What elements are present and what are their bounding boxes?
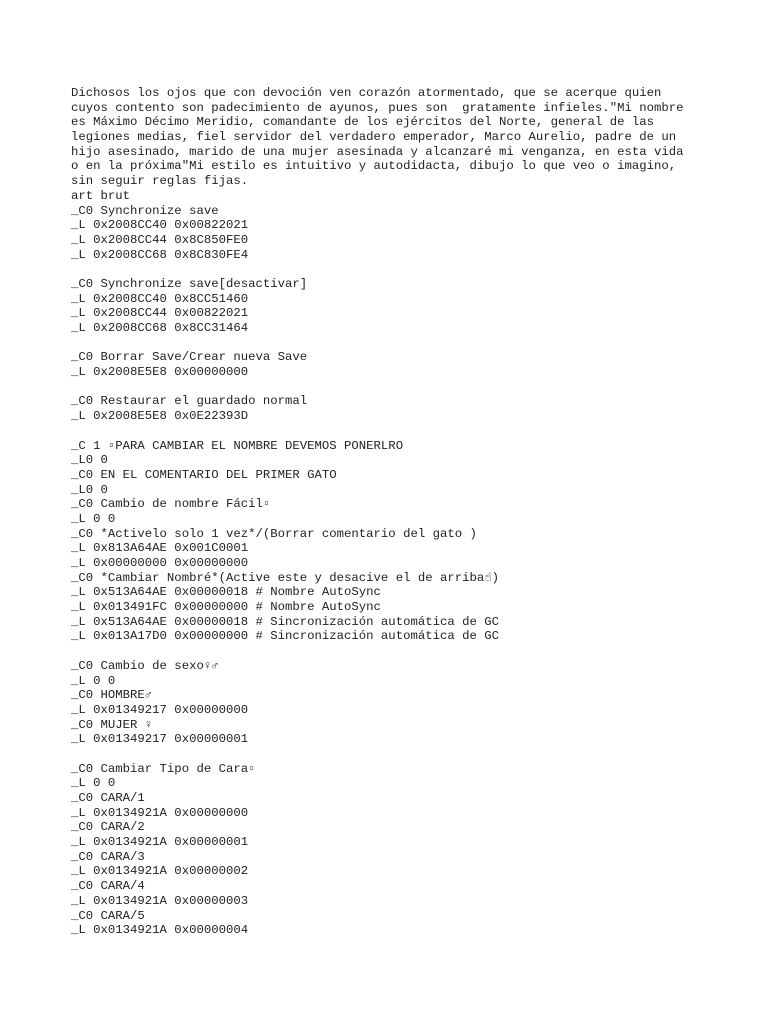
code-line: _L 0x513A64AE 0x00000018 # Sincronización automática de GC <box>71 614 500 629</box>
code-line: _C0 CARA/5 <box>71 908 145 923</box>
text-line: cuyos contento son padecimiento de ayunos, pues son gratamente infieles."Mi nombre <box>71 100 684 115</box>
code-line: _L 0x013A17D0 0x00000000 # Sincronización automática de GC <box>71 629 500 644</box>
text-line: art brut <box>71 188 131 203</box>
code-line: _L 0x813A64AE 0x001C0001 <box>71 541 249 556</box>
code-line: _L 0 0 <box>71 776 116 791</box>
code-line: _C0 HOMBRE♂ <box>71 688 153 703</box>
code-line: _C0 CARA/3 <box>71 849 145 864</box>
code-line: _L 0x01349217 0x00000000 <box>71 702 249 717</box>
code-line: _L0 0 <box>71 482 108 497</box>
code-line: _L 0x00000000 0x00000000 <box>71 556 249 570</box>
code-line: _C0 Synchronize save[desactivar] <box>71 276 308 291</box>
code-line: _L 0 0 <box>71 511 116 526</box>
code-line: _L 0x013491FC 0x00000000 # Nombre AutoSync <box>71 600 381 615</box>
code-line: _C0 EN EL COMENTARIO DEL PRIMER GATO <box>71 467 337 482</box>
code-line: _L 0x513A64AE 0x00000018 # Nombre AutoSync <box>71 585 381 600</box>
text-line: sin seguir reglas fijas. <box>71 174 249 189</box>
code-line: _C0 Restaurar el guardado normal <box>71 394 308 409</box>
code-line: _L0 0 <box>71 453 108 468</box>
code-line: _L 0x0134921A 0x00000004 <box>71 923 249 938</box>
code-line: _L 0 0 <box>71 673 116 688</box>
code-line: _C0 CARA/2 <box>71 820 145 835</box>
blank-line <box>71 262 731 277</box>
code-line: _L 0x2008CC68 0x8C830FE4 <box>71 247 249 262</box>
blank-line <box>71 380 731 395</box>
code-line: _L 0x2008CC40 0x8CC51460 <box>71 291 249 306</box>
document-body <box>71 86 731 938</box>
code-line: _C0 *Cambiar Nombré*(Active este y desacive el de arriba☝) <box>71 570 500 585</box>
text-line: Dichosos los ojos que con devoción ven corazón atormentado, que se acerque quien <box>71 86 662 100</box>
code-line: _C0 Borrar Save/Crear nueva Save <box>71 350 308 365</box>
text-line: hijo asesinado, marido de una mujer asesinada y alcanzaré mi venganza, en esta vida <box>71 144 684 159</box>
code-line: _L 0x2008CC44 0x00822021 <box>71 306 249 321</box>
code-line: _L 0x0134921A 0x00000001 <box>71 835 249 850</box>
code-line: _L 0x2008E5E8 0x0E22393D <box>71 409 249 424</box>
blank-line <box>71 336 731 351</box>
code-line: _C0 *Activelo solo 1 vez*/(Borrar comentario del gato ) <box>71 526 477 541</box>
text-line: o en la próxima"Mi estilo es intuitivo y autodidacta, dibujo lo que veo o imagino, <box>71 159 677 174</box>
code-line: _C0 CARA/4 <box>71 879 145 894</box>
text-line: legiones medias, fiel servidor del verdadero emperador, Marco Aurelio, padre de un <box>71 130 677 145</box>
code-line: _L 0x01349217 0x00000001 <box>71 732 249 747</box>
code-line: _C0 MUJER ♀ <box>71 717 153 732</box>
code-line: _C0 Cambio de nombre Fácil▫ <box>71 497 271 512</box>
code-line: _L 0x2008CC40 0x00822021 <box>71 218 249 233</box>
code-line: _C0 Cambio de sexo♀♂ <box>71 658 219 673</box>
code-line: _L 0x0134921A 0x00000000 <box>71 805 249 820</box>
code-line: _C 1 ▫PARA CAMBIAR EL NOMBRE DEVEMOS PONERLRO <box>71 438 404 453</box>
code-line: _C0 Cambiar Tipo de Cara▫ <box>71 761 256 776</box>
text-line: es Máximo Décimo Meridio, comandante de los ejércitos del Norte, general de las <box>71 115 654 130</box>
blank-line <box>71 644 731 659</box>
code-line: _L 0x0134921A 0x00000003 <box>71 893 249 908</box>
code-line: _C0 Synchronize save <box>71 203 219 218</box>
code-line: _L 0x2008CC68 0x8CC31464 <box>71 321 249 335</box>
code-line: _L 0x2008CC44 0x8C850FE0 <box>71 232 249 247</box>
code-line: _C0 CARA/1 <box>71 791 145 805</box>
blank-line <box>71 424 731 439</box>
code-line: _L 0x0134921A 0x00000002 <box>71 864 249 879</box>
code-line: _L 0x2008E5E8 0x00000000 <box>71 365 249 380</box>
blank-line <box>71 747 731 762</box>
